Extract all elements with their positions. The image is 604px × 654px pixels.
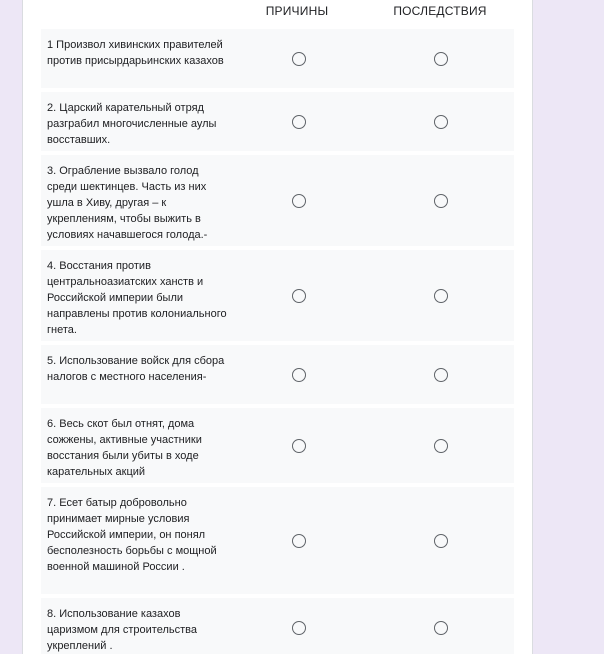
row-label: 4. Восстания против центральноазиатских ханств и Российской империи были направлены против колониального гнета. [47, 260, 227, 336]
radio-causes-row-3[interactable] [292, 194, 306, 208]
column-header-causes: ПРИЧИНЫ [265, 4, 329, 18]
radio-causes-row-2[interactable] [292, 115, 306, 129]
row-label: 6. Весь скот был отнят, дома сожжены, активные участники восстания были убиты в ходе карательных акций [47, 418, 202, 478]
radio-causes-row-6[interactable] [292, 439, 306, 453]
grid-row-2 [41, 92, 514, 151]
grid-row-7 [41, 487, 514, 594]
row-label: 8. Использование казахов царизмом для строительства укреплений . [47, 608, 197, 652]
radio-consequences-row-2[interactable] [434, 115, 448, 129]
radio-causes-row-4[interactable] [292, 289, 306, 303]
radio-consequences-row-8[interactable] [434, 621, 448, 635]
radio-consequences-row-6[interactable] [434, 439, 448, 453]
grid-row-5 [41, 345, 514, 404]
radio-consequences-row-4[interactable] [434, 289, 448, 303]
grid-row-1 [41, 29, 514, 88]
grid-row-6 [41, 408, 514, 483]
row-label: 1 Произвол хивинских правителей против присырдарьинских казахов [47, 39, 224, 67]
grid-row-3 [41, 155, 514, 246]
column-header-consequences: ПОСЛЕДСТВИЯ [393, 4, 487, 18]
radio-consequences-row-5[interactable] [434, 368, 448, 382]
row-label: 3. Ограбление вызвало голод среди шектинцев. Часть из них ушла в Хиву, другая – к укреплениям, чтобы выжить в условиях начавшегося голода.- [47, 165, 208, 241]
radio-consequences-row-3[interactable] [434, 194, 448, 208]
row-label: 7. Есет батыр добровольно принимает мирные условия Российской империи, он понял бесполезность борьбы с мощной военной машиной России . [47, 497, 217, 573]
grid-header [23, 0, 532, 22]
radio-causes-row-5[interactable] [292, 368, 306, 382]
radio-causes-row-8[interactable] [292, 621, 306, 635]
grid-row-4 [41, 250, 514, 341]
radio-causes-row-1[interactable] [292, 52, 306, 66]
grid-rows [23, 29, 532, 654]
row-label: 2. Царский карательный отряд разграбил многочисленные аулы восставших. [47, 102, 217, 146]
radio-causes-row-7[interactable] [292, 534, 306, 548]
radio-consequences-row-1[interactable] [434, 52, 448, 66]
row-label: 5. Использование войск для сбора налогов с местного населения- [47, 355, 225, 383]
radio-consequences-row-7[interactable] [434, 534, 448, 548]
grid-row-8 [41, 598, 514, 654]
question-card [22, 0, 533, 654]
